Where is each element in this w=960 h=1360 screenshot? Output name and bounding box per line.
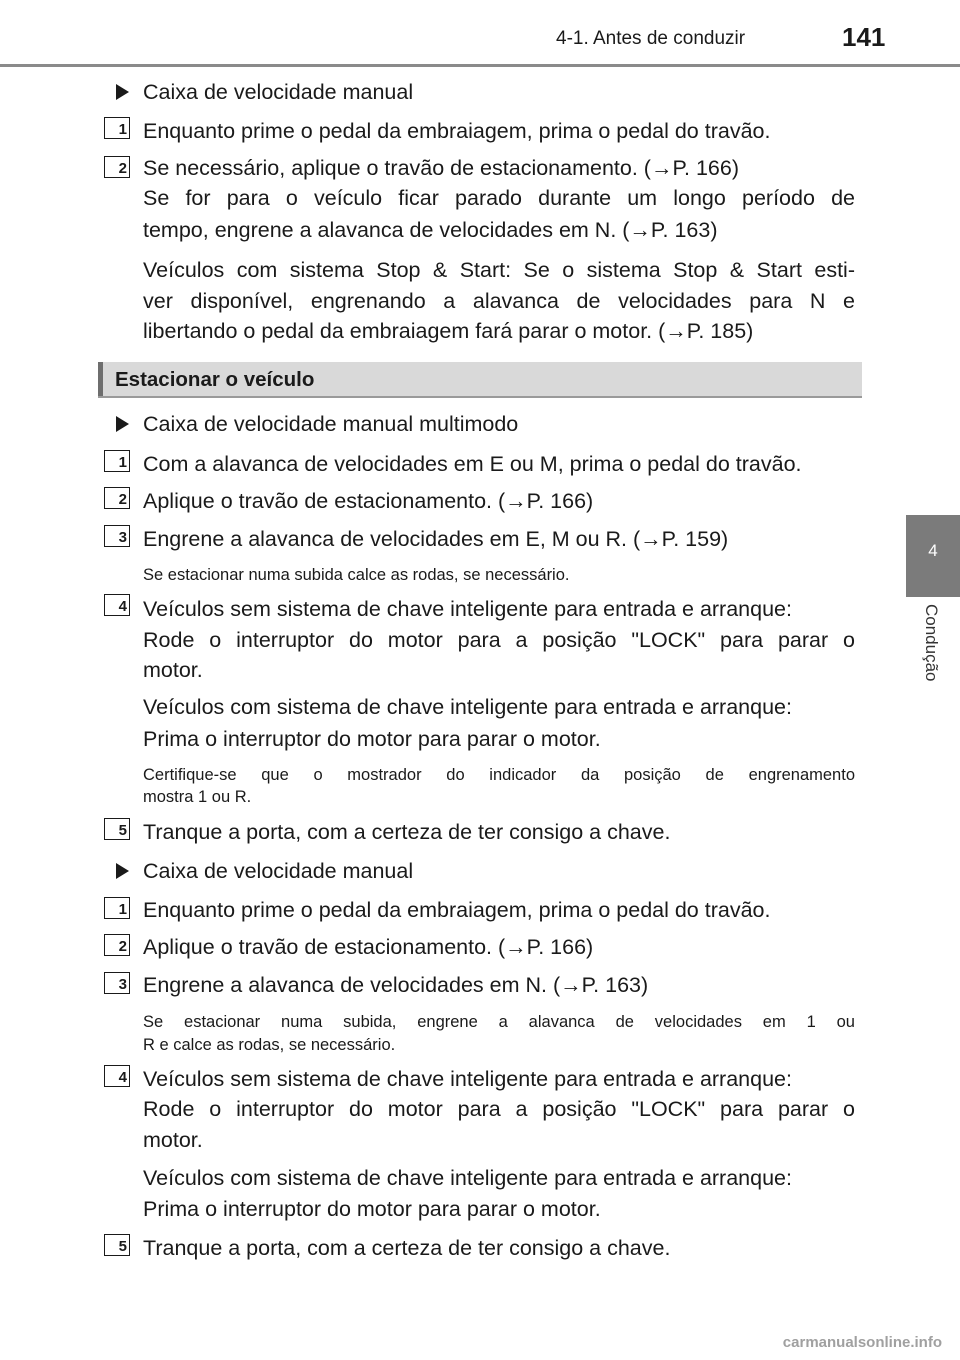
- triangle-bullet-icon: [116, 416, 129, 432]
- block3-step3-note2: R e calce as rodas, se necessário.: [143, 1036, 396, 1054]
- block3-step4-line1: Veículos sem sistema de chave inteligente para entrada e arranque:: [143, 1067, 792, 1091]
- triangle-bullet-icon: [116, 863, 129, 879]
- block2-step4-note2: mostra 1 ou R.: [143, 788, 252, 806]
- triangle-bullet-icon: [116, 84, 129, 100]
- block3-step3-text: Engrene a alavanca de velocidades em N. (→P. 163): [143, 973, 649, 997]
- block1-step1-text: Enquanto prime o pedal da embraiagem, prima o pedal do travão.: [143, 119, 771, 143]
- block3-step3-note1: Se estacionar numa subida, engrene a alavanca de velocidades em 1 ou: [143, 1013, 855, 1031]
- block2-heading: Caixa de velocidade manual multimodo: [143, 412, 519, 436]
- block1-step2-line6: libertando o pedal da embraiagem fará parar o motor. (→P. 185): [143, 319, 754, 343]
- block2-step4-line1: Veículos sem sistema de chave inteligente para entrada e arranque:: [143, 597, 792, 621]
- block2-step4-line5: Prima o interruptor do motor para parar o motor.: [143, 727, 601, 751]
- step-number-badge: 5: [104, 1234, 130, 1256]
- block2-step5-text: Tranque a porta, com a certeza de ter consigo a chave.: [143, 820, 671, 844]
- block1-step2-line5: ver disponível, engrenando a alavanca de velocidades para N e: [143, 289, 855, 313]
- block3-step5-text: Tranque a porta, com a certeza de ter consigo a chave.: [143, 1236, 671, 1260]
- section-header-accent: [98, 362, 103, 396]
- step-number-badge: 3: [104, 525, 130, 547]
- block3-heading: Caixa de velocidade manual: [143, 859, 414, 883]
- step-number-badge: 4: [104, 1065, 130, 1087]
- block1-step2-line2: Se for para o veículo ficar parado durante um longo período de: [143, 186, 855, 210]
- block1-step2-line1: Se necessário, aplique o travão de estacionamento. (→P. 166): [143, 156, 739, 180]
- step-number-badge: 1: [104, 117, 130, 139]
- block3-step4-line5: Prima o interruptor do motor para parar o motor.: [143, 1197, 601, 1221]
- block2-step3-note: Se estacionar numa subida calce as rodas, se necessário.: [143, 566, 570, 584]
- block1-heading: Caixa de velocidade manual: [143, 80, 414, 104]
- block2-step4-note1: Certifique-se que o mostrador do indicador da posição de engrenamento: [143, 766, 855, 784]
- step-number-badge: 3: [104, 972, 130, 994]
- step-number-badge: 2: [104, 934, 130, 956]
- block2-step4-line4: Veículos com sistema de chave inteligente para entrada e arranque:: [143, 695, 792, 719]
- section-title: Estacionar o veículo: [115, 368, 315, 391]
- header-section-title: 4-1. Antes de conduzir: [556, 28, 746, 49]
- page-number: 141: [842, 22, 886, 52]
- block1-step2-line4: Veículos com sistema Stop & Start: Se o sistema Stop & Start esti-: [143, 258, 855, 282]
- block2-step2-text: Aplique o travão de estacionamento. (→P. 166): [143, 489, 594, 513]
- step-number-badge: 4: [104, 594, 130, 616]
- block3-step4-line2: Rode o interruptor do motor para a posição "LOCK" para parar o: [143, 1097, 855, 1121]
- block3-step1-text: Enquanto prime o pedal da embraiagem, prima o pedal do travão.: [143, 898, 771, 922]
- step-number-badge: 1: [104, 450, 130, 472]
- header-divider: [0, 64, 960, 67]
- step-number-badge: 2: [104, 487, 130, 509]
- block3-step4-line4: Veículos com sistema de chave inteligente para entrada e arranque:: [143, 1166, 792, 1190]
- step-number-badge: 2: [104, 156, 130, 178]
- chapter-number: 4: [928, 541, 938, 560]
- block1-step2-line3: tempo, engrene a alavanca de velocidades em N. (→P. 163): [143, 218, 718, 242]
- block3-step4-line3: motor.: [143, 1128, 203, 1152]
- step-number-badge: 1: [104, 897, 130, 919]
- section-header: [98, 362, 862, 398]
- block2-step3-text: Engrene a alavanca de velocidades em E, M ou R. (→P. 159): [143, 527, 729, 551]
- chapter-tab: [906, 515, 960, 597]
- block2-step4-line2: Rode o interruptor do motor para a posição "LOCK" para parar o: [143, 628, 855, 652]
- block2-step1-text: Com a alavanca de velocidades em E ou M, prima o pedal do travão.: [143, 452, 802, 476]
- footer-watermark: carmanualsonline.info: [782, 1334, 942, 1351]
- step-number-badge: 5: [104, 818, 130, 840]
- block3-step2-text: Aplique o travão de estacionamento. (→P. 166): [143, 935, 594, 959]
- block2-step4-line3: motor.: [143, 658, 203, 682]
- chapter-label: Condução: [922, 604, 941, 682]
